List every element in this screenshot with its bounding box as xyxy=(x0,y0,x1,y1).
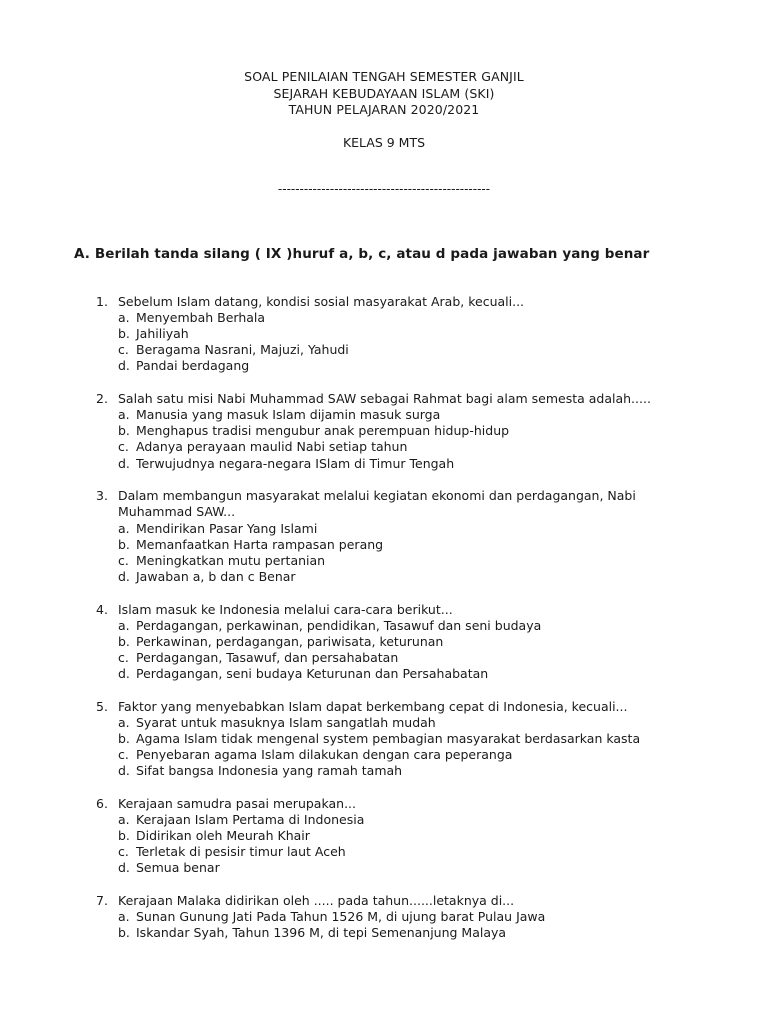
answer-option xyxy=(118,909,656,925)
option-text: Perdagangan, perkawinan, pendidikan, Tasawuf dan seni budaya xyxy=(136,617,542,633)
option-letter: d. xyxy=(118,455,130,471)
question-row xyxy=(96,602,656,618)
answer-option xyxy=(118,731,656,747)
document-header xyxy=(0,69,768,119)
question-number: 5. xyxy=(96,698,108,714)
option-letter: d. xyxy=(118,860,130,876)
question-text: Muhammad SAW... xyxy=(118,504,236,520)
option-letter: b. xyxy=(118,536,130,552)
option-text: Sifat bangsa Indonesia yang ramah tamah xyxy=(136,763,403,779)
option-text: Perdagangan, seni budaya Keturunan dan Persahabatan xyxy=(136,665,489,681)
answer-option xyxy=(118,634,656,650)
answer-option xyxy=(118,358,656,374)
question-list xyxy=(96,294,656,958)
option-text: Pandai berdagang xyxy=(136,358,250,374)
question-text: Salah satu misi Nabi Muhammad SAW sebagai Rahmat bagi alam semesta adalah..... xyxy=(118,391,651,407)
option-text: Terletak di pesisir timur laut Aceh xyxy=(136,844,346,860)
answer-options xyxy=(96,407,656,471)
option-text: Penyebaran agama Islam dilakukan dengan cara peperanga xyxy=(136,747,513,762)
answer-option xyxy=(118,666,656,682)
question-indent xyxy=(96,504,118,520)
question-row xyxy=(96,488,656,504)
option-letter: a. xyxy=(118,909,130,925)
option-letter: b. xyxy=(118,828,130,844)
option-text: Jahiliyah xyxy=(136,326,189,342)
answer-option xyxy=(118,747,656,763)
answer-option xyxy=(118,310,656,326)
question-text: Dalam membangun masyarakat melalui kegiatan ekonomi dan perdagangan, Nabi xyxy=(118,488,636,504)
option-letter: c. xyxy=(118,342,129,358)
option-letter: a. xyxy=(118,520,130,536)
answer-option xyxy=(118,844,656,860)
answer-option xyxy=(118,569,656,585)
option-text: Menyembah Berhala xyxy=(136,310,266,326)
option-text: Terwujudnya negara-negara ISlam di Timur Tengah xyxy=(136,455,455,471)
answer-option xyxy=(118,326,656,342)
question-row xyxy=(96,391,656,407)
option-text: Syarat untuk masuknya Islam sangatlah mudah xyxy=(136,714,436,730)
option-letter: a. xyxy=(118,714,130,730)
section-a-instruction: A. Berilah tanda silang ( IX )huruf a, b, c, atau d pada jawaban yang benar xyxy=(74,246,650,262)
question-number: 1. xyxy=(96,294,108,309)
option-text: Beragama Nasrani, Majuzi, Yahudi xyxy=(136,342,349,358)
answer-option xyxy=(118,812,656,828)
option-letter: d. xyxy=(118,568,130,584)
answer-option xyxy=(118,828,656,844)
answer-option xyxy=(118,553,656,569)
question-item xyxy=(96,699,656,779)
option-text: Sunan Gunung Jati Pada Tahun 1526 M, di ujung barat Pulau Jawa xyxy=(136,909,546,925)
answer-options xyxy=(96,715,656,779)
question-number: 3. xyxy=(96,488,108,504)
option-text: Perkawinan, perdagangan, pariwisata, keturunan xyxy=(136,633,444,649)
question-text: Kerajaan Malaka didirikan oleh ..... pada tahun......letaknya di... xyxy=(118,893,515,909)
question-item xyxy=(96,294,656,374)
answer-options xyxy=(96,521,656,585)
option-text: Menghapus tradisi mengubur anak perempuan hidup-hidup xyxy=(136,423,510,439)
option-letter: d. xyxy=(118,358,130,374)
option-letter: c. xyxy=(118,439,129,455)
option-letter: b. xyxy=(118,633,130,649)
question-item xyxy=(96,391,656,471)
option-letter: b. xyxy=(118,326,130,342)
answer-option xyxy=(118,342,656,358)
question-item xyxy=(96,488,656,585)
question-text: Islam masuk ke Indonesia melalui cara-cara berikut... xyxy=(118,601,453,617)
question-number: 6. xyxy=(96,795,108,811)
answer-option xyxy=(118,423,656,439)
option-letter: c. xyxy=(118,747,129,762)
answer-option xyxy=(118,618,656,634)
option-letter: a. xyxy=(118,617,130,633)
option-letter: a. xyxy=(118,310,130,326)
class-label: KELAS 9 MTS xyxy=(342,135,426,150)
option-text: Iskandar Syah, Tahun 1396 M, di tepi Semenanjung Malaya xyxy=(136,925,507,941)
question-text: Sebelum Islam datang, kondisi sosial masyarakat Arab, kecuali... xyxy=(118,294,525,309)
question-number: 7. xyxy=(96,893,108,909)
option-letter: b. xyxy=(118,925,130,941)
option-letter: c. xyxy=(118,649,129,665)
question-text: Kerajaan samudra pasai merupakan... xyxy=(118,795,356,811)
option-text: Semua benar xyxy=(136,860,220,876)
option-text: Perdagangan, Tasawuf, dan persahabatan xyxy=(136,649,399,665)
option-letter: a. xyxy=(118,811,130,827)
answer-option xyxy=(118,650,656,666)
answer-option xyxy=(118,407,656,423)
answer-option xyxy=(118,456,656,472)
question-item xyxy=(96,602,656,682)
header-title: SOAL PENILAIAN TENGAH SEMESTER GANJIL xyxy=(244,69,524,84)
answer-options xyxy=(96,310,656,374)
answer-option xyxy=(118,537,656,553)
option-text: Agama Islam tidak mengenal system pembagian masyarakat berdasarkan kasta xyxy=(136,730,641,746)
answer-option xyxy=(118,521,656,537)
answer-option xyxy=(118,763,656,779)
option-text: Didirikan oleh Meurah Khair xyxy=(136,828,310,844)
question-item xyxy=(96,893,656,941)
answer-option xyxy=(118,439,656,455)
answer-option xyxy=(118,715,656,731)
answer-option xyxy=(118,925,656,941)
option-letter: c. xyxy=(118,844,129,860)
option-letter: b. xyxy=(118,730,130,746)
answer-options xyxy=(96,812,656,876)
header-subject: SEJARAH KEBUDAYAAN ISLAM (SKI) xyxy=(273,85,495,101)
option-letter: b. xyxy=(118,423,130,439)
question-text: Faktor yang menyebabkan Islam dapat berkembang cepat di Indonesia, kecuali... xyxy=(118,698,628,714)
option-text: Memanfaatkan Harta rampasan perang xyxy=(136,536,384,552)
header-academic-year: TAHUN PELAJARAN 2020/2021 xyxy=(288,102,480,117)
option-text: Mendirikan Pasar Yang Islami xyxy=(136,520,318,536)
answer-options xyxy=(96,618,656,682)
answer-option xyxy=(118,860,656,876)
option-letter: a. xyxy=(118,407,130,423)
divider-line: ------------------------------------------------- xyxy=(277,182,491,196)
option-letter: d. xyxy=(118,665,130,681)
question-row xyxy=(96,893,656,909)
option-letter: c. xyxy=(118,552,129,568)
option-text: Jawaban a, b dan c Benar xyxy=(136,568,296,584)
question-row xyxy=(96,294,656,310)
question-number: 4. xyxy=(96,601,108,617)
question-row xyxy=(96,796,656,812)
option-text: Manusia yang masuk Islam dijamin masuk surga xyxy=(136,407,441,423)
question-item xyxy=(96,796,656,876)
option-text: Kerajaan Islam Pertama di Indonesia xyxy=(136,811,365,827)
question-row xyxy=(96,699,656,715)
option-letter: d. xyxy=(118,763,130,779)
option-text: Adanya perayaan maulid Nabi setiap tahun xyxy=(136,439,408,455)
option-text: Meningkatkan mutu pertanian xyxy=(136,552,326,568)
answer-options xyxy=(96,909,656,941)
question-number: 2. xyxy=(96,391,108,407)
question-row xyxy=(96,504,656,520)
